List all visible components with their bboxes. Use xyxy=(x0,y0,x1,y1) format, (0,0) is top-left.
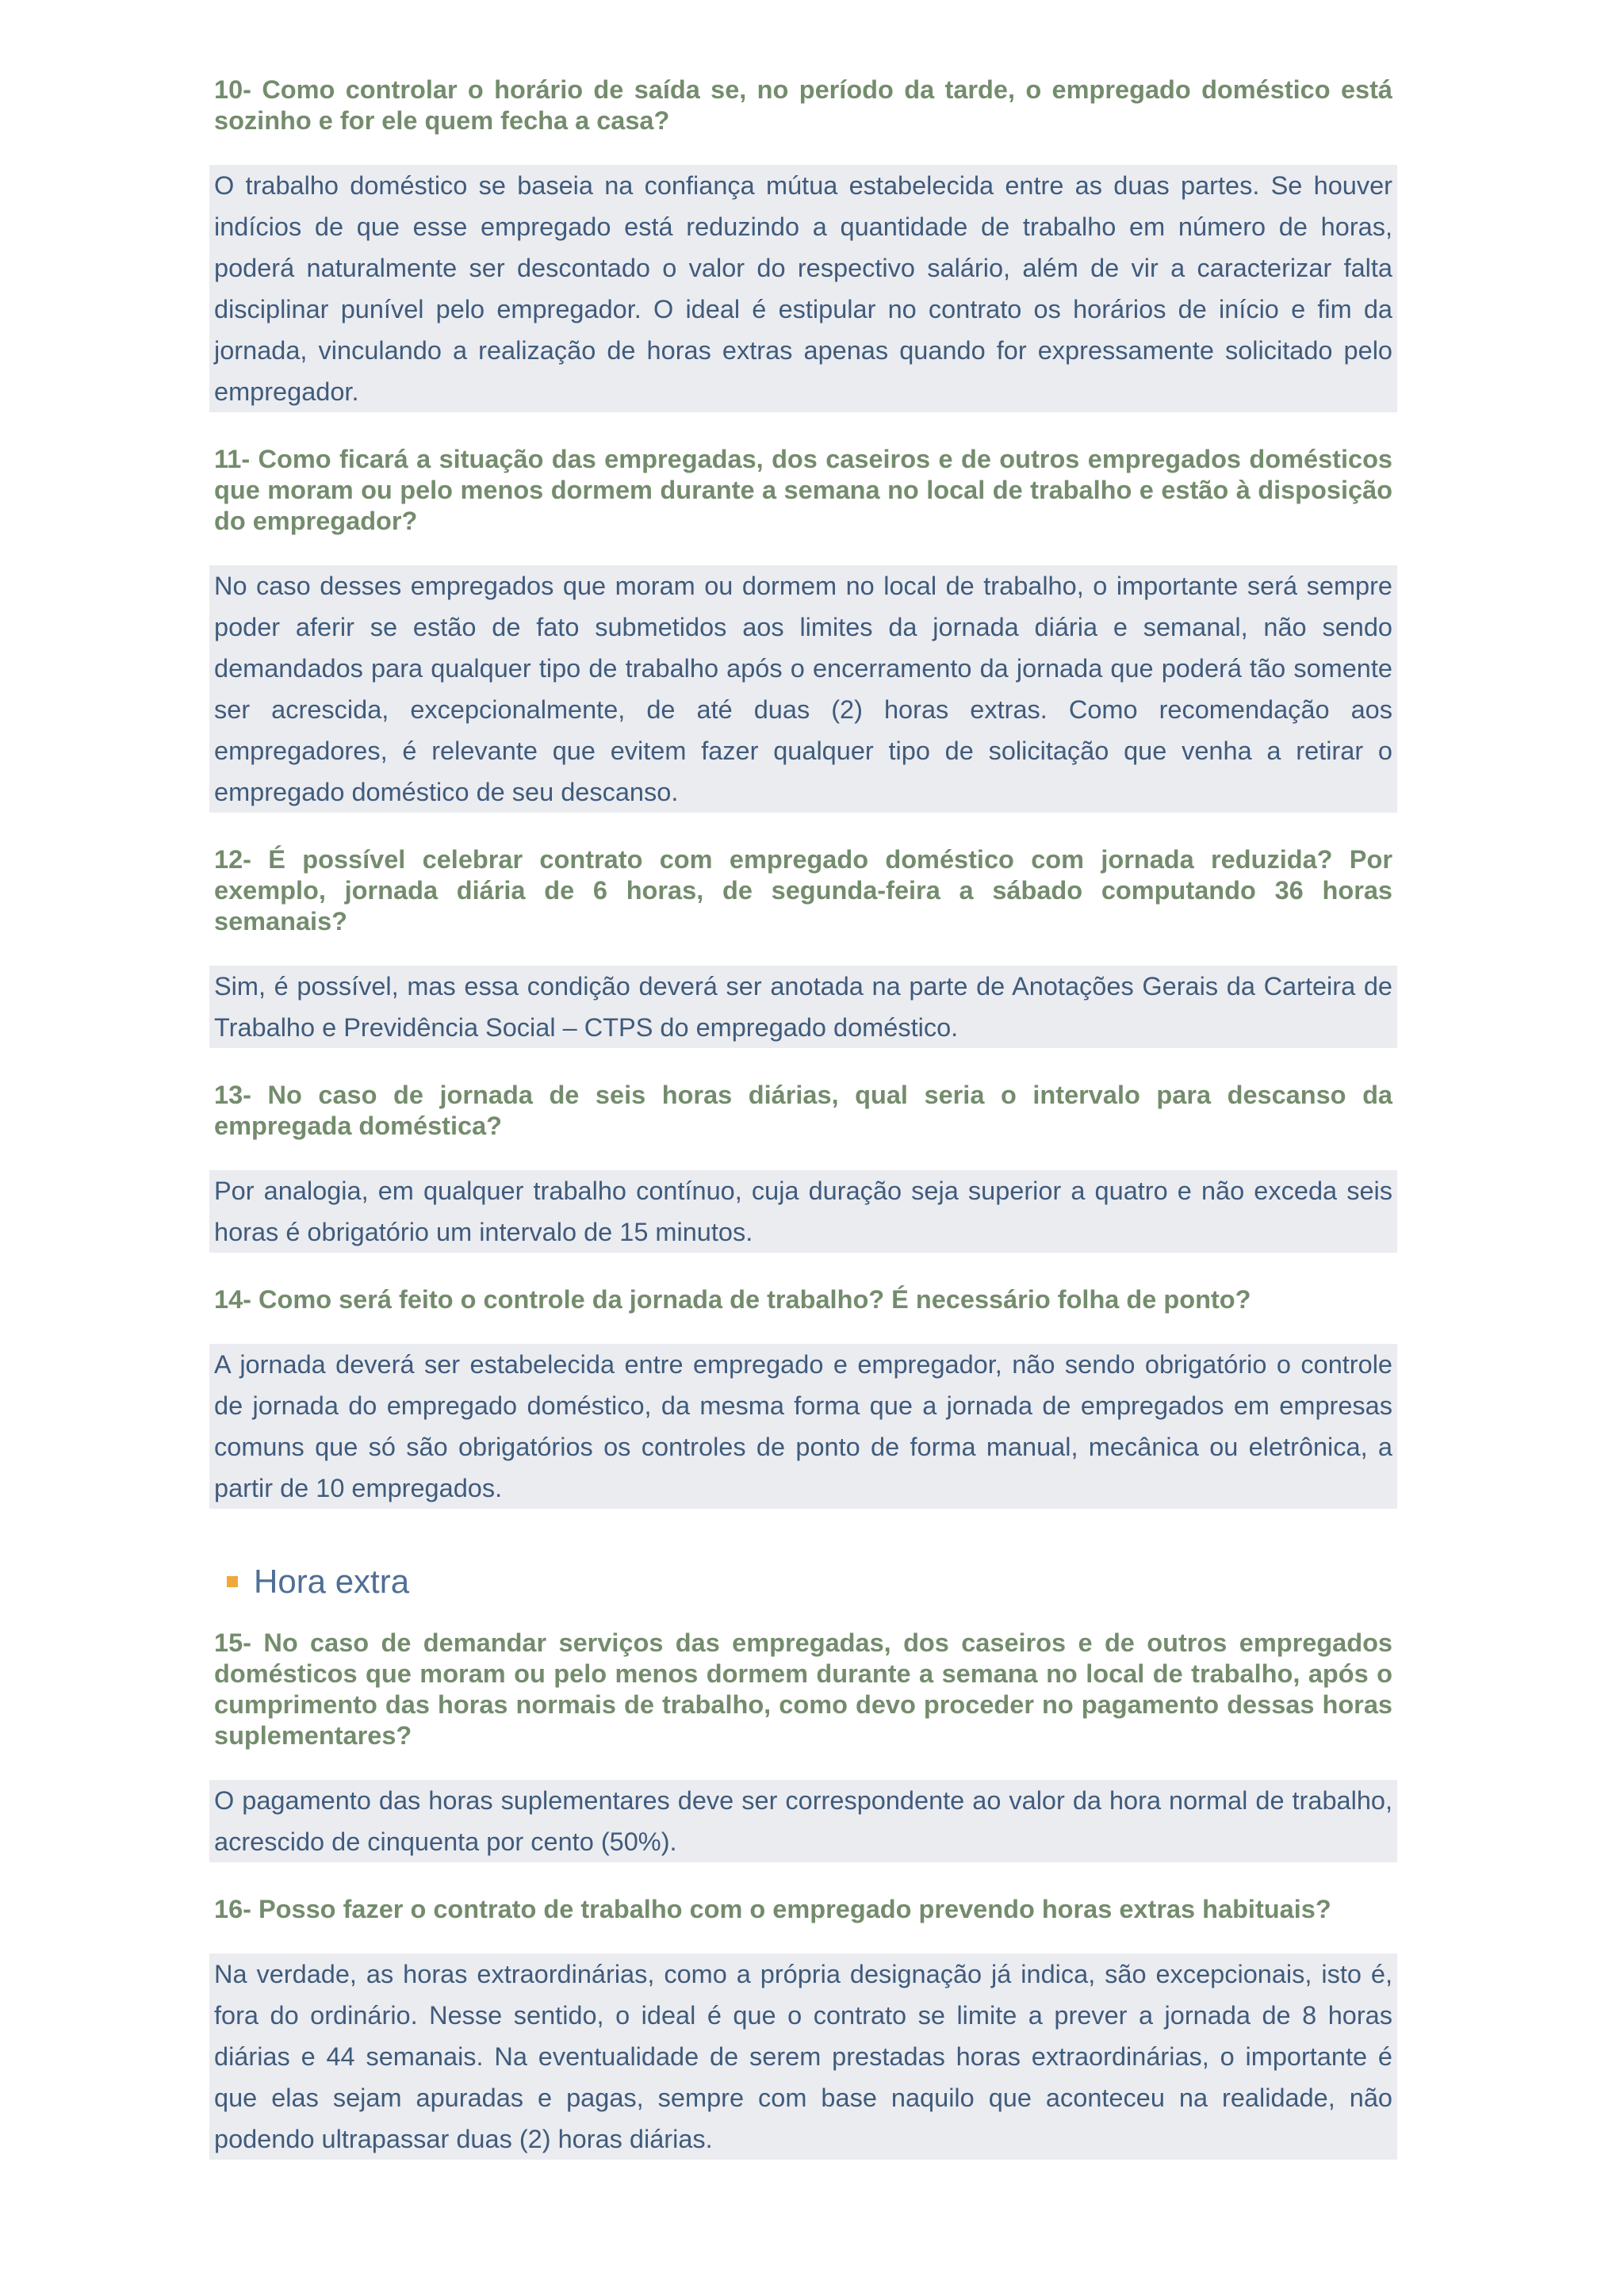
answer-15: O pagamento das horas suplementares deve ser correspondente ao valor da hora normal de trabalho, acrescido de cinquenta por cento (50%). xyxy=(209,1780,1397,1862)
section-heading xyxy=(227,1563,1397,1601)
question-15: 15- No caso de demandar serviços das empregadas, dos caseiros e de outros empregados domésticos que moram ou pelo menos dormem durante a semana no local de trabalho, após o cumprimento das horas normais de trabalho, como devo proceder no pagamento dessas horas suplementares? xyxy=(214,1628,1392,1750)
answer-10: O trabalho doméstico se baseia na confiança mútua estabelecida entre as duas partes. Se houver indícios de que esse empregado está reduzindo a quantidade de trabalho em número de horas, poderá naturalmente ser descontado o valor do respectivo salário, além de vir a caracterizar falta disciplinar punível pelo empregador. O ideal é estipular no contrato os horários de início e fim da jornada, vinculando a realização de horas extras apenas quando for expressamente solicitado pelo empregador. xyxy=(209,165,1397,412)
answer-13: Por analogia, em qualquer trabalho contínuo, cuja duração seja superior a quatro e não exceda seis horas é obrigatório um intervalo de 15 minutos. xyxy=(209,1170,1397,1253)
answer-12: Sim, é possível, mas essa condição deverá ser anotada na parte de Anotações Gerais da Carteira de Trabalho e Previdência Social – CTPS do empregado doméstico. xyxy=(209,966,1397,1048)
answer-11: No caso desses empregados que moram ou dormem no local de trabalho, o importante será sempre poder aferir se estão de fato submetidos aos limites da jornada diária e semanal, não sendo demandados para qualquer tipo de trabalho após o encerramento da jornada que poderá tão somente ser acrescida, excepcionalmente, de até duas (2) horas extras. Como recomendação aos empregadores, é relevante que evitem fazer qualquer tipo de solicitação que venha a retirar o empregado doméstico de seu descanso. xyxy=(209,565,1397,813)
question-11: 11- Como ficará a situação das empregadas, dos caseiros e de outros empregados domésticos que moram ou pelo menos dormem durante a semana no local de trabalho e estão à disposição do empregador? xyxy=(214,445,1392,535)
question-10: 10- Como controlar o horário de saída se, no período da tarde, o empregado doméstico está sozinho e for ele quem fecha a casa? xyxy=(214,75,1392,135)
question-16: 16- Posso fazer o contrato de trabalho com o empregado prevendo horas extras habituais? xyxy=(214,1895,1331,1923)
question-12: 12- É possível celebrar contrato com empregado doméstico com jornada reduzida? Por exemplo, jornada diária de 6 horas, de segunda-feira a sábado computando 36 horas semanais? xyxy=(214,845,1392,936)
answer-16: Na verdade, as horas extraordinárias, como a própria designação já indica, são excepcionais, isto é, fora do ordinário. Nesse sentido, o ideal é que o contrato se limite a prever a jornada de 8 horas diárias e 44 semanais. Na eventualidade de serem prestadas horas extraordinárias, o importante é que elas sejam apuradas e pagas, sempre com base naquilo que aconteceu na realidade, não podendo ultrapassar duas (2) horas diárias. xyxy=(209,1954,1397,2160)
section-title: Hora extra xyxy=(254,1563,410,1600)
answer-14: A jornada deverá ser estabelecida entre empregado e empregador, não sendo obrigatório o controle de jornada do empregado doméstico, da mesma forma que a jornada de empregados em empresas comuns que só são obrigatórios os controles de ponto de forma manual, mecânica ou eletrônica, a partir de 10 empregados. xyxy=(209,1344,1397,1509)
question-14: 14- Como será feito o controle da jornada de trabalho? É necessário folha de ponto? xyxy=(214,1285,1251,1314)
faq-content xyxy=(209,75,1397,2160)
question-13: 13- No caso de jornada de seis horas diárias, qual seria o intervalo para descanso da empregada doméstica? xyxy=(214,1081,1392,1140)
square-bullet-icon xyxy=(227,1576,238,1587)
